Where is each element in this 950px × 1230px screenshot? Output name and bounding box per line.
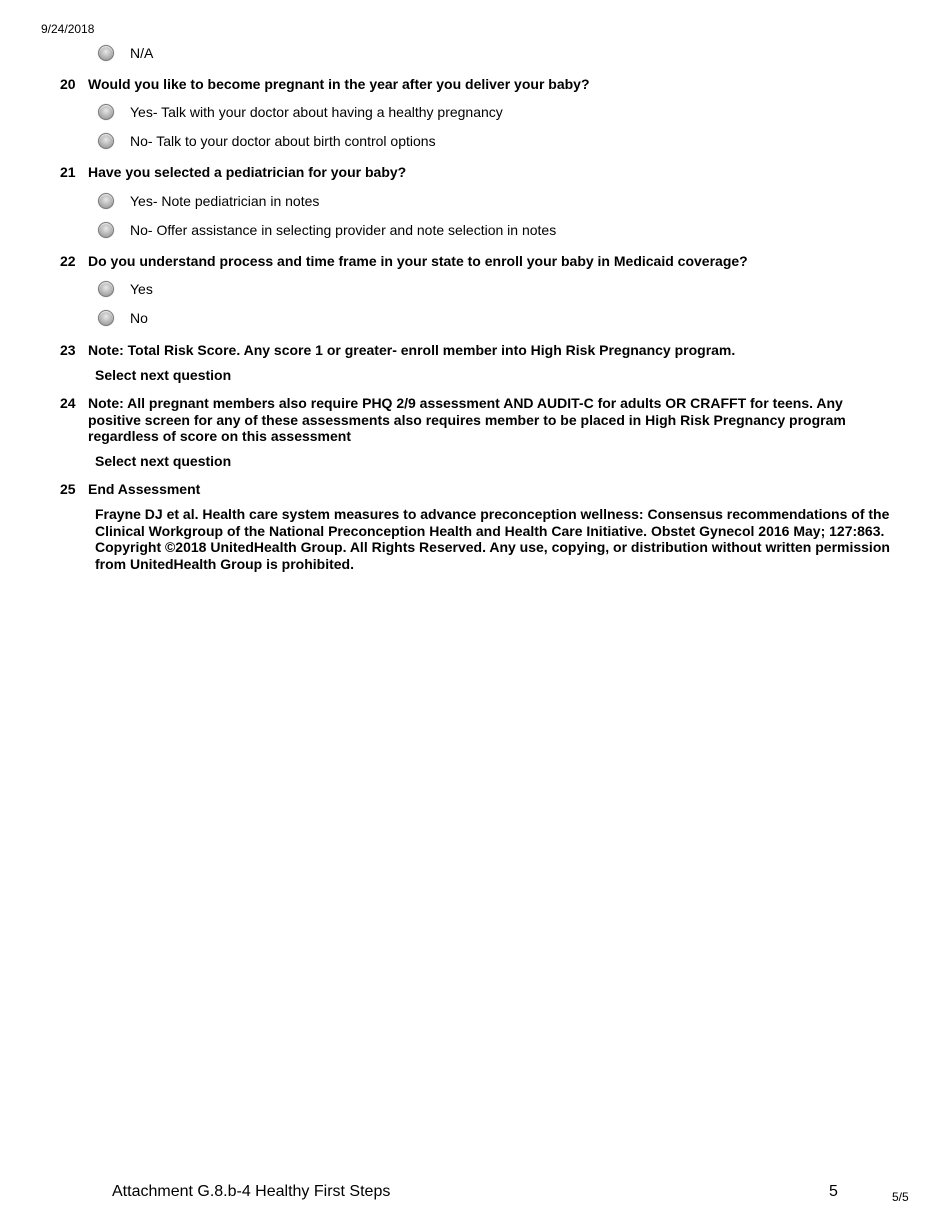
reference-citation: Frayne DJ et al. Health care system measures to advance preconception wellness: Consensus recommendations of the Clinical Workgroup of the National Preconception Health and Health Care Initiative. Obstet Gynecol 2016 May; 127:863. Copyright ©2018 UnitedHealth Group. All Rights Reserved. Any use, copying, or distribution without written permission from UnitedHealth Group is prohibited. (95, 506, 890, 572)
option-label: Yes- Note pediatrician in notes (130, 193, 320, 209)
option-label: Yes- Talk with your doctor about having a healthy pregnancy (130, 104, 503, 120)
radio-button-icon[interactable] (98, 222, 114, 238)
option-q22-yes[interactable] (98, 280, 153, 298)
option-q21-yes[interactable] (98, 192, 319, 210)
question-23 (60, 342, 860, 359)
option-label: No (130, 310, 148, 326)
question-22 (60, 253, 860, 270)
radio-button-icon[interactable] (98, 193, 114, 209)
option-label: N/A (130, 45, 154, 61)
radio-button-icon[interactable] (98, 310, 114, 326)
question-21 (60, 164, 860, 181)
radio-button-icon[interactable] (98, 104, 114, 120)
question-number: 24 (60, 395, 76, 411)
question-25 (60, 481, 860, 498)
footer-attachment-label: Attachment G.8.b-4 Healthy First Steps (112, 1183, 391, 1200)
question-number: 25 (60, 481, 76, 497)
question-text: Do you understand process and time frame in your state to enroll your baby in Medicaid coverage? (88, 253, 748, 269)
question-number: 20 (60, 76, 76, 92)
radio-button-icon[interactable] (98, 45, 114, 61)
question-24 (60, 395, 860, 445)
question-20 (60, 76, 860, 93)
radio-button-icon[interactable] (98, 133, 114, 149)
option-label: Yes (130, 281, 153, 297)
question-number: 22 (60, 253, 76, 269)
footer-page-count: 5/5 (892, 1190, 909, 1204)
option-na[interactable] (98, 44, 153, 62)
question-text: Note: Total Risk Score. Any score 1 or greater- enroll member into High Risk Pregnancy program. (88, 342, 736, 358)
question-text: Have you selected a pediatrician for your baby? (88, 164, 407, 180)
option-q21-no[interactable] (98, 221, 556, 239)
question-number: 23 (60, 342, 76, 358)
option-q22-no[interactable] (98, 309, 148, 327)
footer-page-number: 5 (829, 1183, 838, 1200)
question-text: Would you like to become pregnant in the year after you deliver your baby? (88, 76, 590, 92)
option-q20-yes[interactable] (98, 103, 503, 121)
select-next-question-instruction: Select next question (95, 367, 232, 383)
question-text: Note: All pregnant members also require PHQ 2/9 assessment AND AUDIT-C for adults OR CRAFFT for teens. Any positive screen for any of these assessments also requires member to be placed in High Risk Pregnancy program regardless of score on this assessment (88, 395, 846, 444)
option-q20-no[interactable] (98, 132, 436, 150)
option-label: No- Offer assistance in selecting provider and note selection in notes (130, 222, 557, 238)
print-date: 9/24/2018 (41, 22, 95, 36)
option-label: No- Talk to your doctor about birth control options (130, 133, 436, 149)
question-text: End Assessment (88, 481, 201, 497)
question-number: 21 (60, 164, 76, 180)
select-next-question-instruction: Select next question (95, 453, 232, 469)
radio-button-icon[interactable] (98, 281, 114, 297)
